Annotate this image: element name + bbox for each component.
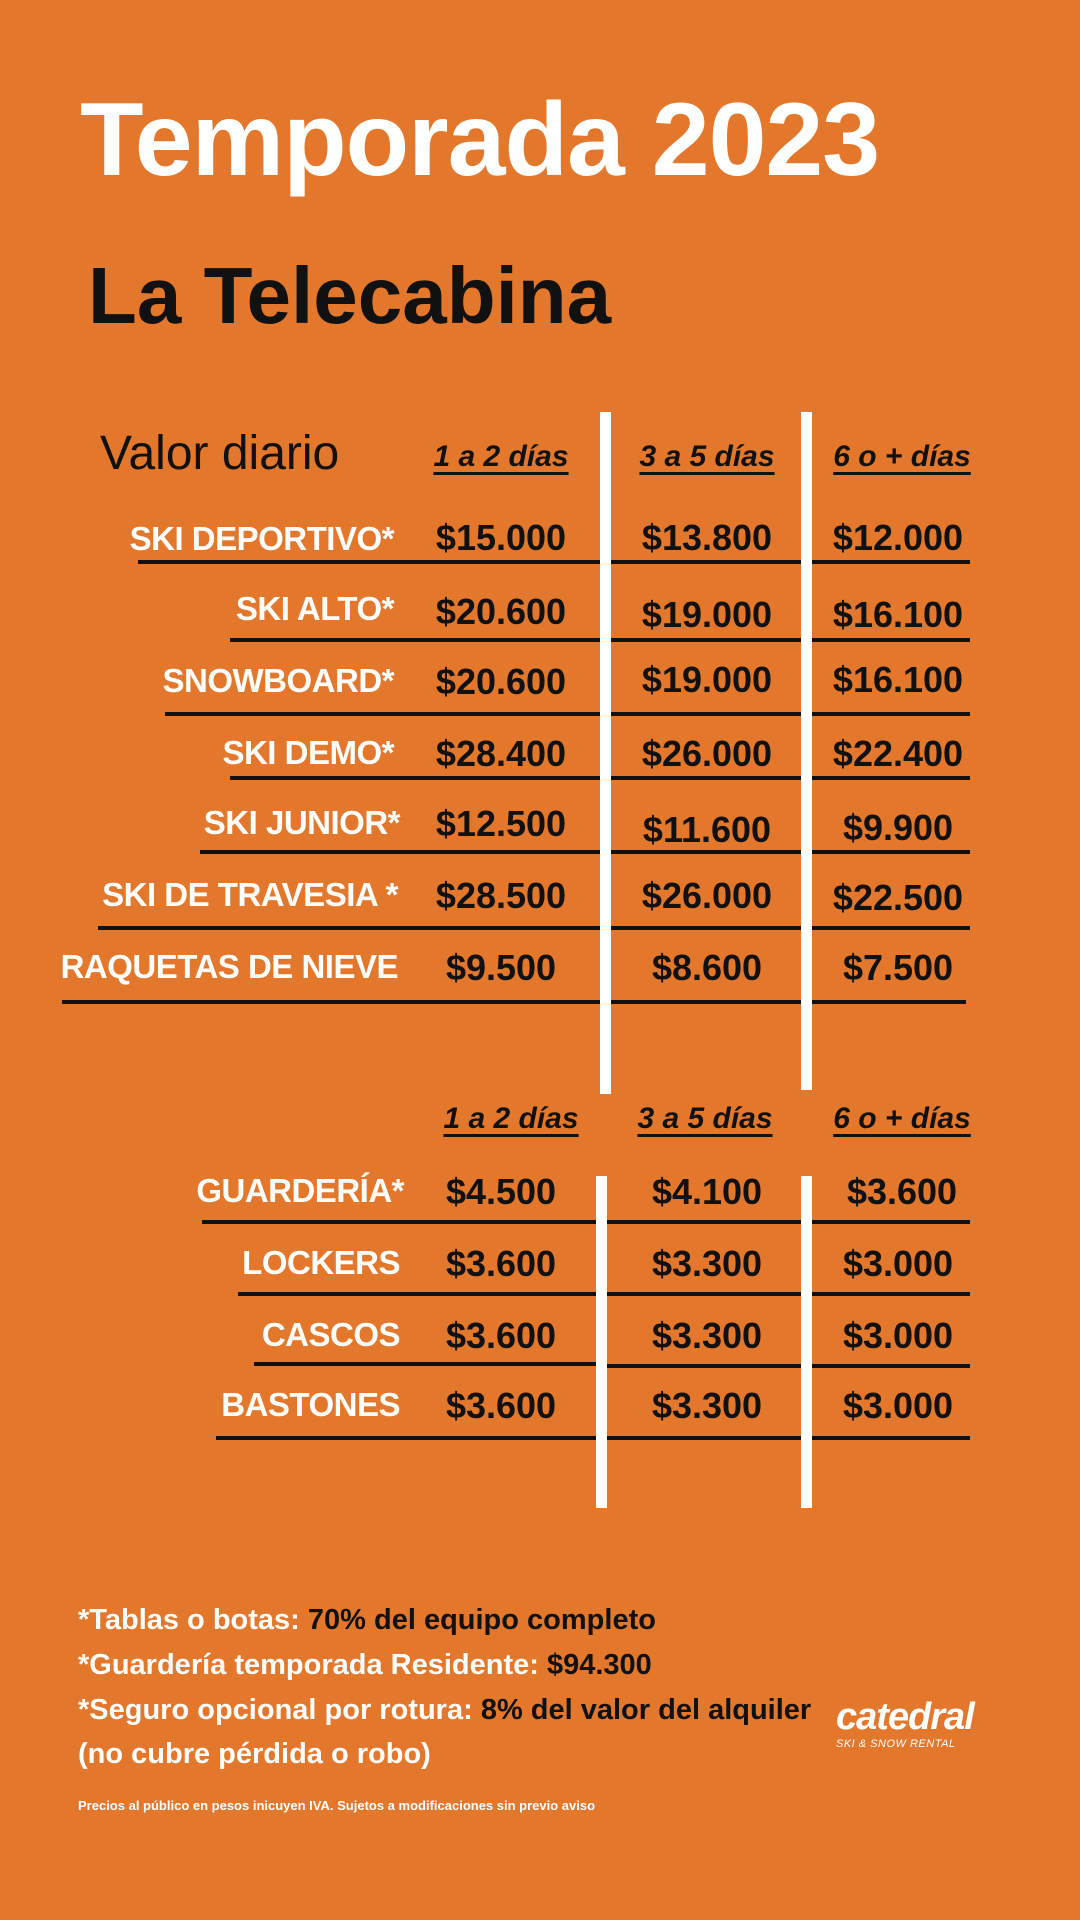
row-label-snowboard: SNOWBOARD* bbox=[162, 662, 394, 699]
row-label-ski-alto: SKI ALTO* bbox=[235, 590, 394, 627]
price-cell: $4.100 bbox=[651, 1171, 763, 1212]
row-label-bastones: BASTONES bbox=[221, 1386, 400, 1423]
row-rule bbox=[230, 776, 600, 780]
column-separator bbox=[596, 1176, 607, 1508]
note-guarderia-residente: *Guardería temporada Residente: $94.300 bbox=[78, 1649, 652, 1681]
row-label-raquetas-de-nieve: RAQUETAS DE NIEVE bbox=[60, 948, 398, 985]
row-label-guarderia: GUARDERÍA* bbox=[196, 1172, 404, 1209]
col-header-3-5-dias: 3 a 5 días bbox=[639, 440, 775, 473]
price-cell: $28.400 bbox=[435, 733, 567, 774]
row-rule bbox=[611, 1000, 801, 1004]
col-header-1-2-dias: 1 a 2 días bbox=[433, 440, 569, 473]
row-rule bbox=[812, 1436, 970, 1440]
fine-print: Precios al público en pesos inicuyen IVA. Sujetos a modificaciones sin previo aviso bbox=[78, 1798, 596, 1813]
row-rule bbox=[812, 712, 970, 716]
row-label-ski-junior: SKI JUNIOR* bbox=[203, 804, 400, 841]
price-cell: $15.000 bbox=[435, 517, 567, 558]
row-label-cascos: CASCOS bbox=[261, 1316, 400, 1353]
row-rule bbox=[812, 850, 970, 854]
row-rule bbox=[230, 638, 600, 642]
row-rule bbox=[812, 926, 970, 930]
row-rule bbox=[812, 1292, 970, 1296]
price-cell: $3.000 bbox=[842, 1315, 954, 1356]
price-cell: $22.500 bbox=[832, 877, 964, 918]
row-rule bbox=[254, 1362, 596, 1366]
note-tablas-botas: *Tablas o botas: 70% del equipo completo bbox=[78, 1604, 656, 1636]
price-cell: $3.300 bbox=[651, 1243, 763, 1284]
col-header-3-5-dias: 3 a 5 días bbox=[637, 1102, 773, 1135]
column-separator bbox=[600, 412, 611, 1094]
row-rule bbox=[138, 560, 600, 564]
price-cell: $19.000 bbox=[641, 594, 773, 635]
price-cell: $7.500 bbox=[842, 947, 954, 988]
row-rule bbox=[98, 926, 600, 930]
row-rule bbox=[812, 560, 970, 564]
row-label-lockers: LOCKERS bbox=[242, 1244, 400, 1281]
row-rule bbox=[238, 1292, 596, 1296]
row-rule bbox=[202, 1220, 596, 1224]
price-cell: $20.600 bbox=[435, 661, 567, 702]
price-cell: $19.000 bbox=[641, 659, 773, 700]
row-label-ski-de-travesia: SKI DE TRAVESIA * bbox=[102, 876, 398, 913]
row-rule bbox=[62, 1000, 600, 1004]
row-rule bbox=[607, 1364, 801, 1368]
row-rule bbox=[216, 1436, 596, 1440]
row-rule bbox=[812, 776, 970, 780]
row-rule bbox=[611, 638, 801, 642]
row-rule bbox=[611, 850, 801, 854]
price-cell: $28.500 bbox=[435, 875, 567, 916]
price-cell: $4.500 bbox=[445, 1171, 557, 1212]
logo-tagline: SKI & SNOW RENTAL bbox=[836, 1738, 956, 1750]
price-cell: $3.300 bbox=[651, 1315, 763, 1356]
row-rule bbox=[812, 1000, 966, 1004]
price-cell: $22.400 bbox=[832, 733, 964, 774]
note-seguro-rotura: *Seguro opcional por rotura: 8% del valor del alquiler bbox=[78, 1694, 812, 1726]
price-cell: $13.800 bbox=[641, 517, 773, 558]
price-cell: $3.300 bbox=[651, 1385, 763, 1426]
row-rule bbox=[607, 1292, 801, 1296]
price-cell: $20.600 bbox=[435, 591, 567, 632]
price-cell: $3.600 bbox=[445, 1243, 557, 1284]
row-rule bbox=[200, 850, 600, 854]
col-header-6-dias: 6 o + días bbox=[833, 1102, 971, 1135]
price-cell: $3.000 bbox=[842, 1243, 954, 1284]
row-rule bbox=[812, 1220, 970, 1224]
page-subtitle: La Telecabina bbox=[88, 251, 612, 340]
row-rule bbox=[607, 1436, 801, 1440]
row-rule bbox=[812, 1364, 970, 1368]
price-cell: $9.900 bbox=[842, 807, 954, 848]
row-rule bbox=[165, 712, 600, 716]
price-cell: $8.600 bbox=[651, 947, 763, 988]
price-cell: $26.000 bbox=[641, 733, 773, 774]
catedral-logo bbox=[836, 1698, 986, 1750]
row-rule bbox=[611, 560, 801, 564]
logo-wordmark: catedral bbox=[836, 1696, 974, 1738]
price-cell: $12.000 bbox=[832, 517, 964, 558]
price-cell: $16.100 bbox=[832, 594, 964, 635]
row-rule bbox=[812, 638, 970, 642]
row-label-ski-deportivo: SKI DEPORTIVO* bbox=[129, 520, 394, 557]
note-no-cubre: (no cubre pérdida o robo) bbox=[78, 1738, 431, 1770]
row-rule bbox=[607, 1220, 801, 1224]
row-rule bbox=[611, 712, 801, 716]
valor-diario-label: Valor diario bbox=[100, 427, 340, 480]
price-cell: $3.600 bbox=[445, 1385, 557, 1426]
price-cell: $3.600 bbox=[445, 1315, 557, 1356]
row-rule bbox=[611, 926, 801, 930]
row-rule bbox=[611, 776, 801, 780]
price-cell: $12.500 bbox=[435, 803, 567, 844]
col-header-1-2-dias: 1 a 2 días bbox=[443, 1102, 579, 1135]
price-cell: $3.000 bbox=[842, 1385, 954, 1426]
price-cell: $26.000 bbox=[641, 875, 773, 916]
price-cell: $3.600 bbox=[846, 1171, 958, 1212]
row-label-ski-demo: SKI DEMO* bbox=[222, 734, 394, 771]
page-title: Temporada 2023 bbox=[80, 82, 880, 198]
price-cell: $16.100 bbox=[832, 659, 964, 700]
price-cell: $9.500 bbox=[445, 947, 557, 988]
col-header-6-dias: 6 o + días bbox=[833, 440, 971, 473]
price-cell: $11.600 bbox=[642, 809, 772, 850]
